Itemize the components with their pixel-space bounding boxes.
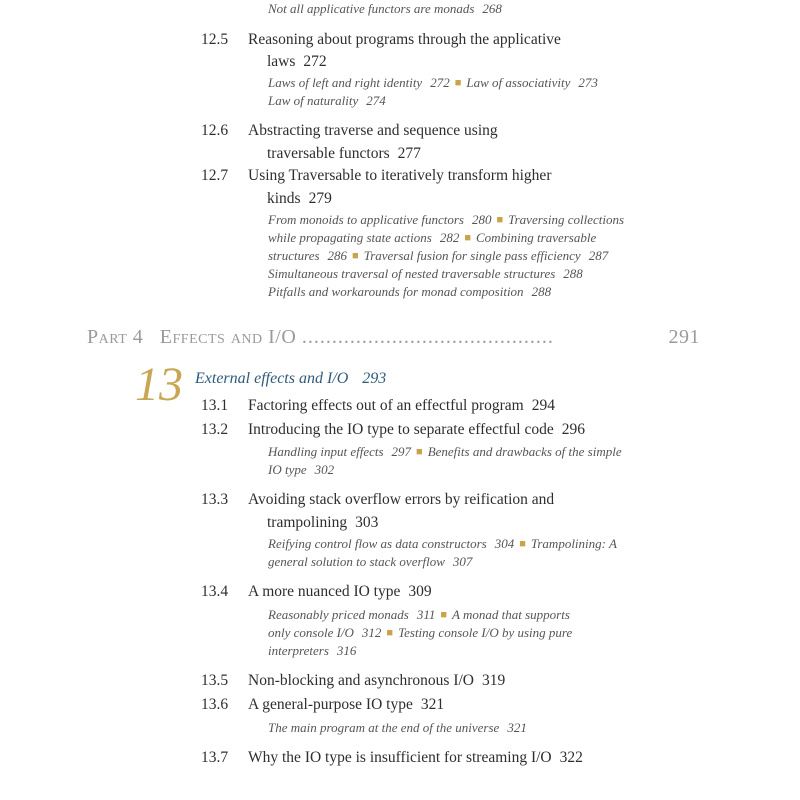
subentry-title: Trampolining: A [530, 536, 617, 551]
toc-subentry [268, 719, 527, 737]
section-title: Introducing the IO type to separate effectful code [248, 421, 554, 438]
toc-subentry [268, 642, 356, 660]
toc-subentry [268, 211, 624, 230]
part-title: Effects and I/O [159, 326, 297, 348]
page-number: 273 [578, 75, 598, 90]
section-title: trampolining [267, 514, 348, 531]
toc-subentry [268, 443, 622, 462]
section-12-7 [201, 164, 551, 187]
section-title: A more nuanced IO type [248, 583, 401, 600]
page-number: 287 [588, 248, 609, 263]
section-title-cont [267, 142, 421, 165]
section-title: laws [267, 53, 296, 70]
page-number: 303 [355, 514, 379, 531]
page-number: 279 [308, 190, 332, 207]
section-number: 13.6 [201, 696, 229, 713]
bullet-icon: ■ [496, 214, 504, 226]
part-heading [87, 326, 700, 349]
page-number: 288 [563, 266, 583, 281]
section-title: traversable functors [267, 145, 390, 162]
subentry-title: Not all applicative functors are monads [268, 1, 475, 16]
section-title: A general-purpose IO type [248, 696, 413, 713]
subentry-title: Law of associativity [466, 75, 571, 90]
leader-dots: .......................................... [301, 326, 554, 348]
section-13-1 [201, 394, 555, 417]
toc-subentry [268, 553, 472, 571]
page-number: 296 [561, 421, 585, 438]
chapter-title [195, 368, 386, 390]
page-number: 277 [397, 145, 421, 162]
page-number: 272 [303, 53, 327, 70]
page-number: 274 [366, 93, 386, 108]
section-title-cont [267, 511, 378, 534]
page-number: 312 [361, 625, 382, 640]
subentry-title: Traversing collections [508, 212, 625, 227]
page-number: 286 [327, 248, 348, 263]
page-number: 293 [362, 370, 387, 387]
page-number: 291 [668, 326, 700, 348]
section-title: kinds [267, 190, 301, 207]
toc-subentry [268, 247, 608, 266]
section-number: 12.5 [201, 31, 229, 48]
section-13-2 [201, 418, 585, 441]
subentry-title: while propagating state actions [268, 230, 432, 245]
section-13-6 [201, 693, 444, 716]
bullet-icon: ■ [386, 627, 394, 639]
subentry-title: Traversal fusion for single pass efficiency [363, 248, 581, 263]
section-number: 12.7 [201, 167, 229, 184]
section-12-5 [201, 28, 561, 51]
bullet-icon: ■ [519, 538, 526, 550]
toc-subentry [268, 229, 596, 248]
section-number: 13.3 [201, 491, 229, 508]
section-13-4 [201, 580, 432, 603]
toc-subentry [268, 0, 502, 18]
section-title: Factoring effects out of an effectful program [248, 397, 524, 414]
page-number: 309 [408, 583, 432, 600]
chapter-title-text: External effects and I/O [195, 370, 349, 387]
section-title: Why the IO type is insufficient for streaming I/O [248, 749, 552, 766]
page-number: 268 [482, 1, 502, 16]
chapter-number: 13 [135, 358, 183, 411]
subentry-title: The main program at the end of the universe [268, 720, 500, 735]
toc-subentry [268, 92, 386, 110]
toc-subentry [268, 265, 583, 283]
section-title: Using Traversable to iteratively transform higher [248, 167, 552, 184]
section-number: 13.7 [201, 749, 229, 766]
section-13-7 [201, 746, 583, 769]
toc-subentry [268, 74, 598, 93]
section-title-cont [267, 50, 327, 73]
subentry-title: Testing console I/O by using pure [398, 625, 573, 640]
page-number: 297 [391, 444, 412, 459]
page-number: 304 [494, 536, 515, 551]
section-13-5 [201, 669, 505, 692]
subentry-title: Pitfalls and workarounds for monad composition [268, 284, 524, 299]
section-number: 13.5 [201, 672, 229, 689]
subentry-title: IO type [268, 462, 307, 477]
section-title: Avoiding stack overflow errors by reification and [248, 491, 555, 508]
toc-subentry [268, 606, 570, 625]
bullet-icon: ■ [416, 446, 423, 458]
section-number: 13.1 [201, 397, 229, 414]
page-number: 316 [336, 643, 357, 658]
bullet-icon: ■ [352, 250, 359, 262]
toc-subentry [268, 283, 551, 301]
section-title: Reasoning about programs through the applicative [248, 31, 561, 48]
page-number: 272 [430, 75, 450, 90]
page-number: 321 [507, 720, 527, 735]
toc-subentry [268, 624, 572, 643]
subentry-title: structures [268, 248, 320, 263]
page-number: 319 [482, 672, 506, 689]
page-number: 288 [531, 284, 552, 299]
section-12-6 [201, 119, 498, 142]
subentry-title: Simultaneous traversal of nested traversable structures [268, 266, 556, 281]
part-label: Part 4 [87, 326, 144, 348]
bullet-icon: ■ [454, 77, 462, 89]
section-number: 13.4 [201, 583, 229, 600]
subentry-title: general solution to stack overflow [268, 554, 445, 569]
page-number: 307 [452, 554, 473, 569]
page-number: 294 [531, 397, 555, 414]
page-number: 302 [314, 462, 335, 477]
section-13-3 [201, 488, 554, 511]
subentry-title: Benefits and drawbacks of the simple [427, 444, 622, 459]
page-number: 322 [559, 749, 583, 766]
subentry-title: Handling input effects [268, 444, 384, 459]
bullet-icon: ■ [440, 609, 448, 621]
toc-subentry [268, 535, 617, 554]
subentry-title: A monad that supports [452, 607, 570, 622]
section-title: Non-blocking and asynchronous I/O [248, 672, 474, 689]
page-number: 321 [420, 696, 445, 713]
section-number: 12.6 [201, 122, 229, 139]
subentry-title: Laws of left and right identity [268, 75, 423, 90]
subentry-title: Law of naturality [268, 93, 359, 108]
subentry-title: Reasonably priced monads [268, 607, 409, 622]
toc-subentry [268, 461, 334, 479]
page-number: 280 [471, 212, 492, 227]
subentry-title: only console I/O [268, 625, 354, 640]
subentry-title: Combining traversable [475, 230, 597, 245]
section-number: 13.2 [201, 421, 229, 438]
bullet-icon: ■ [464, 232, 471, 244]
section-title-cont [267, 187, 332, 210]
subentry-title: Reifying control flow as data constructors [268, 536, 487, 551]
page-number: 282 [439, 230, 460, 245]
subentry-title: From monoids to applicative functors [268, 212, 464, 227]
section-title: Abstracting traverse and sequence using [248, 122, 498, 139]
page-number: 311 [416, 607, 436, 622]
subentry-title: interpreters [268, 643, 329, 658]
